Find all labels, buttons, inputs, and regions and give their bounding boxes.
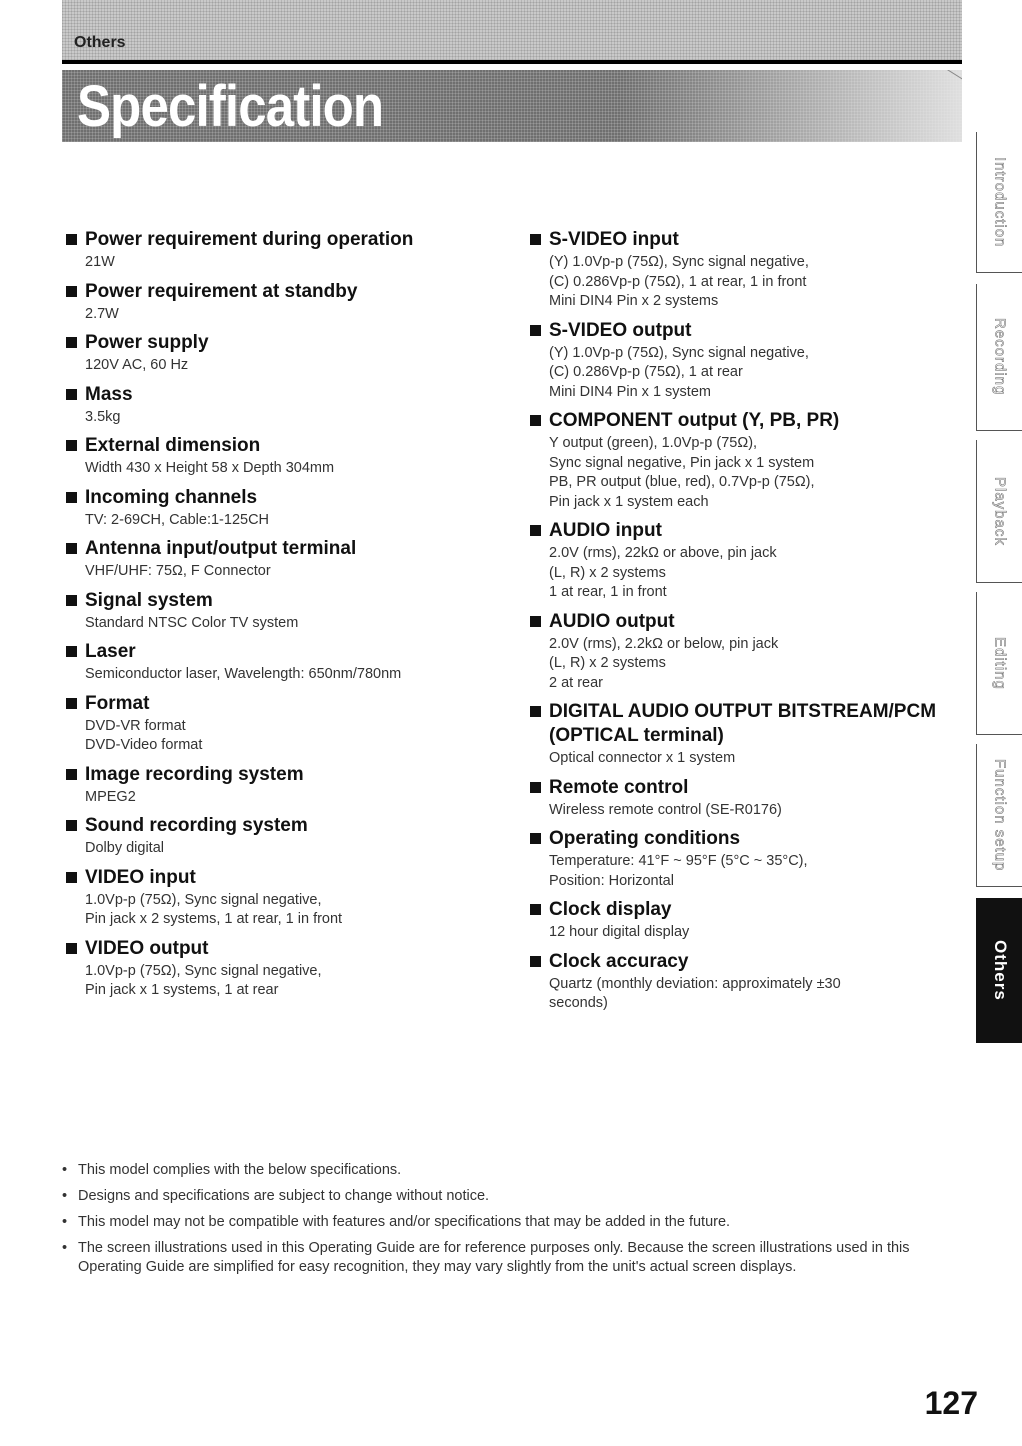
square-bullet-icon bbox=[66, 234, 77, 245]
spec-value: 21W bbox=[85, 254, 115, 270]
note-text: This model complies with the below specifications. bbox=[78, 1162, 402, 1178]
spec-item bbox=[530, 950, 950, 1014]
section-label: Others bbox=[74, 34, 126, 51]
spec-item bbox=[66, 937, 486, 1001]
tab-label: Others bbox=[991, 939, 1010, 1001]
bullet-dot-icon: • bbox=[62, 1188, 68, 1204]
spec-item bbox=[66, 383, 486, 428]
square-bullet-icon bbox=[66, 872, 77, 883]
spec-title: Format bbox=[85, 692, 150, 714]
square-bullet-icon bbox=[530, 525, 541, 536]
square-bullet-icon bbox=[66, 943, 77, 954]
tab-playback[interactable] bbox=[976, 440, 1022, 583]
spec-item bbox=[66, 434, 486, 479]
spec-value: VHF/UHF: 75Ω, F Connector bbox=[85, 563, 271, 579]
square-bullet-icon bbox=[66, 389, 77, 400]
spec-title: Power requirement during operation bbox=[85, 229, 414, 250]
spec-title: AUDIO output bbox=[549, 610, 675, 632]
spec-value: Wireless remote control (SE-R0176) bbox=[549, 801, 782, 818]
square-bullet-icon bbox=[66, 286, 77, 297]
spec-title: VIDEO output bbox=[85, 937, 209, 959]
spec-column-right bbox=[530, 228, 950, 1021]
spec-value: 2.0V (rms), 22kΩ or above, pin jack (L, R) x 2 systems 1 at rear, 1 in front bbox=[549, 545, 777, 600]
spec-value: 1.0Vp-p (75Ω), Sync signal negative, Pin jack x 1 systems, 1 at rear bbox=[85, 962, 322, 998]
spec-title: Remote control bbox=[549, 776, 689, 798]
spec-item bbox=[66, 589, 486, 634]
square-bullet-icon bbox=[66, 698, 77, 709]
title-band bbox=[62, 70, 962, 142]
spec-title: COMPONENT output (Y, PB, PR) bbox=[549, 410, 840, 431]
page-number: 127 bbox=[924, 1385, 978, 1421]
spec-title: Power supply bbox=[85, 332, 209, 353]
square-bullet-icon bbox=[66, 337, 77, 348]
square-bullet-icon bbox=[530, 325, 541, 336]
spec-item bbox=[530, 898, 950, 943]
square-bullet-icon bbox=[66, 646, 77, 657]
note-text: Designs and specifications are subject to change without notice. bbox=[78, 1188, 490, 1204]
bullet-dot-icon: • bbox=[62, 1240, 68, 1256]
spec-item bbox=[66, 486, 486, 531]
tab-function-setup[interactable] bbox=[976, 744, 1022, 887]
spec-value: (Y) 1.0Vp-p (75Ω), Sync signal negative, (C) 0.286Vp-p (75Ω), 1 at rear Mini DIN4 Pin x 1 system bbox=[549, 344, 809, 400]
square-bullet-icon bbox=[530, 415, 541, 426]
spec-value: Width 430 x Height 58 x Depth 304mm bbox=[85, 460, 335, 476]
spec-item bbox=[530, 228, 950, 312]
note-text: This model may not be compatible with features and/or specifications that may be added in the future. bbox=[78, 1214, 731, 1230]
spec-title: Incoming channels bbox=[85, 486, 258, 508]
square-bullet-icon bbox=[66, 769, 77, 780]
spec-title: External dimension bbox=[85, 435, 261, 456]
title-fade bbox=[622, 70, 962, 142]
tab-label: Function setup bbox=[991, 758, 1009, 872]
square-bullet-icon bbox=[66, 440, 77, 451]
square-bullet-icon bbox=[66, 595, 77, 606]
spec-title: Clock display bbox=[549, 899, 672, 920]
tab-others[interactable] bbox=[976, 898, 1022, 1043]
spec-title: Signal system bbox=[85, 589, 213, 611]
spec-value: 3.5kg bbox=[85, 408, 121, 425]
spec-title: DIGITAL AUDIO OUTPUT BITSTREAM/PCM (OPTICAL terminal) bbox=[549, 701, 937, 746]
spec-value: MPEG2 bbox=[85, 788, 136, 805]
spec-item bbox=[66, 280, 486, 325]
spec-title: Power requirement at standby bbox=[85, 280, 358, 302]
square-bullet-icon bbox=[66, 492, 77, 503]
spec-item bbox=[66, 228, 486, 273]
notes-list bbox=[62, 1161, 962, 1284]
square-bullet-icon bbox=[530, 833, 541, 844]
tab-recording[interactable] bbox=[976, 284, 1022, 431]
section-header-bar bbox=[62, 0, 962, 60]
tab-label: Editing bbox=[991, 636, 1009, 690]
spec-value: Dolby digital bbox=[85, 840, 164, 856]
note-item bbox=[62, 1213, 962, 1232]
spec-item bbox=[530, 610, 950, 694]
spec-title: AUDIO input bbox=[549, 520, 662, 541]
spec-item bbox=[530, 409, 950, 512]
page-title: Specification bbox=[77, 74, 384, 139]
spec-item bbox=[66, 331, 486, 376]
spec-item bbox=[530, 519, 950, 603]
spec-title: S-VIDEO input bbox=[549, 229, 679, 250]
spec-value: 1.0Vp-p (75Ω), Sync signal negative, Pin jack x 2 systems, 1 at rear, 1 in front bbox=[85, 891, 343, 927]
spec-value: Y output (green), 1.0Vp-p (75Ω), Sync signal negative, Pin jack x 1 system PB, PR output (blue, red), 0.7Vp-p (75Ω), Pin jack x 1 system each bbox=[549, 435, 815, 510]
spec-value: Temperature: 41°F ~ 95°F (5°C ~ 35°C), Position: Horizontal bbox=[549, 853, 808, 889]
square-bullet-icon bbox=[530, 706, 541, 717]
spec-title: Antenna input/output terminal bbox=[85, 538, 357, 559]
spec-item bbox=[530, 319, 950, 403]
square-bullet-icon bbox=[530, 956, 541, 967]
square-bullet-icon bbox=[530, 234, 541, 245]
tab-label: Introduction bbox=[991, 156, 1009, 248]
spec-item bbox=[66, 537, 486, 582]
spec-item bbox=[530, 776, 950, 821]
spec-item bbox=[530, 827, 950, 891]
spec-item bbox=[530, 700, 950, 769]
spec-value: Standard NTSC Color TV system bbox=[85, 614, 299, 631]
note-item bbox=[62, 1239, 962, 1277]
square-bullet-icon bbox=[66, 543, 77, 554]
spec-item bbox=[66, 692, 486, 756]
spec-item bbox=[66, 814, 486, 859]
square-bullet-icon bbox=[530, 616, 541, 627]
spec-value: 12 hour digital display bbox=[549, 924, 690, 940]
tab-label: Recording bbox=[991, 318, 1009, 396]
bullet-dot-icon: • bbox=[62, 1162, 68, 1178]
spec-value: Semiconductor laser, Wavelength: 650nm/780nm bbox=[85, 666, 402, 682]
spec-title: Mass bbox=[85, 383, 133, 405]
note-text: The screen illustrations used in this Operating Guide are for reference purposes only. Because the screen illustrations used in this Operating Guide are simplified for easy recognition, they may vary slightly from the unit's actual screen displays. bbox=[78, 1240, 910, 1275]
square-bullet-icon bbox=[530, 904, 541, 915]
spec-title: Sound recording system bbox=[85, 815, 308, 836]
spec-title: Clock accuracy bbox=[549, 950, 689, 972]
tab-introduction[interactable] bbox=[976, 132, 1022, 273]
spec-value: DVD-VR format DVD-Video format bbox=[85, 717, 203, 753]
square-bullet-icon bbox=[66, 820, 77, 831]
spec-value: 2.7W bbox=[85, 305, 119, 322]
spec-value: Optical connector x 1 system bbox=[549, 750, 736, 766]
spec-title: VIDEO input bbox=[85, 866, 196, 888]
bullet-dot-icon: • bbox=[62, 1214, 68, 1230]
spec-item bbox=[66, 640, 486, 685]
spec-item bbox=[66, 866, 486, 930]
spec-title: Operating conditions bbox=[549, 828, 741, 849]
spec-item bbox=[66, 763, 486, 808]
header-rule bbox=[62, 60, 962, 64]
square-bullet-icon bbox=[530, 782, 541, 793]
tab-label: Playback bbox=[991, 476, 1009, 546]
note-item bbox=[62, 1187, 962, 1206]
spec-value: 2.0V (rms), 2.2kΩ or below, pin jack (L, R) x 2 systems 2 at rear bbox=[549, 635, 779, 691]
spec-title: Image recording system bbox=[85, 763, 304, 785]
spec-column-left bbox=[66, 228, 486, 1008]
spec-title: S-VIDEO output bbox=[549, 319, 692, 341]
note-item bbox=[62, 1161, 962, 1180]
spec-value: 120V AC, 60 Hz bbox=[85, 357, 189, 373]
spec-value: Quartz (monthly deviation: approximately ±30 seconds) bbox=[549, 975, 841, 1011]
spec-title: Laser bbox=[85, 641, 136, 662]
tab-editing[interactable] bbox=[976, 592, 1022, 735]
spec-value: (Y) 1.0Vp-p (75Ω), Sync signal negative, (C) 0.286Vp-p (75Ω), 1 at rear, 1 in front Mini DIN4 Pin x 2 systems bbox=[549, 254, 809, 309]
spec-value: TV: 2-69CH, Cable:1-125CH bbox=[85, 511, 270, 528]
